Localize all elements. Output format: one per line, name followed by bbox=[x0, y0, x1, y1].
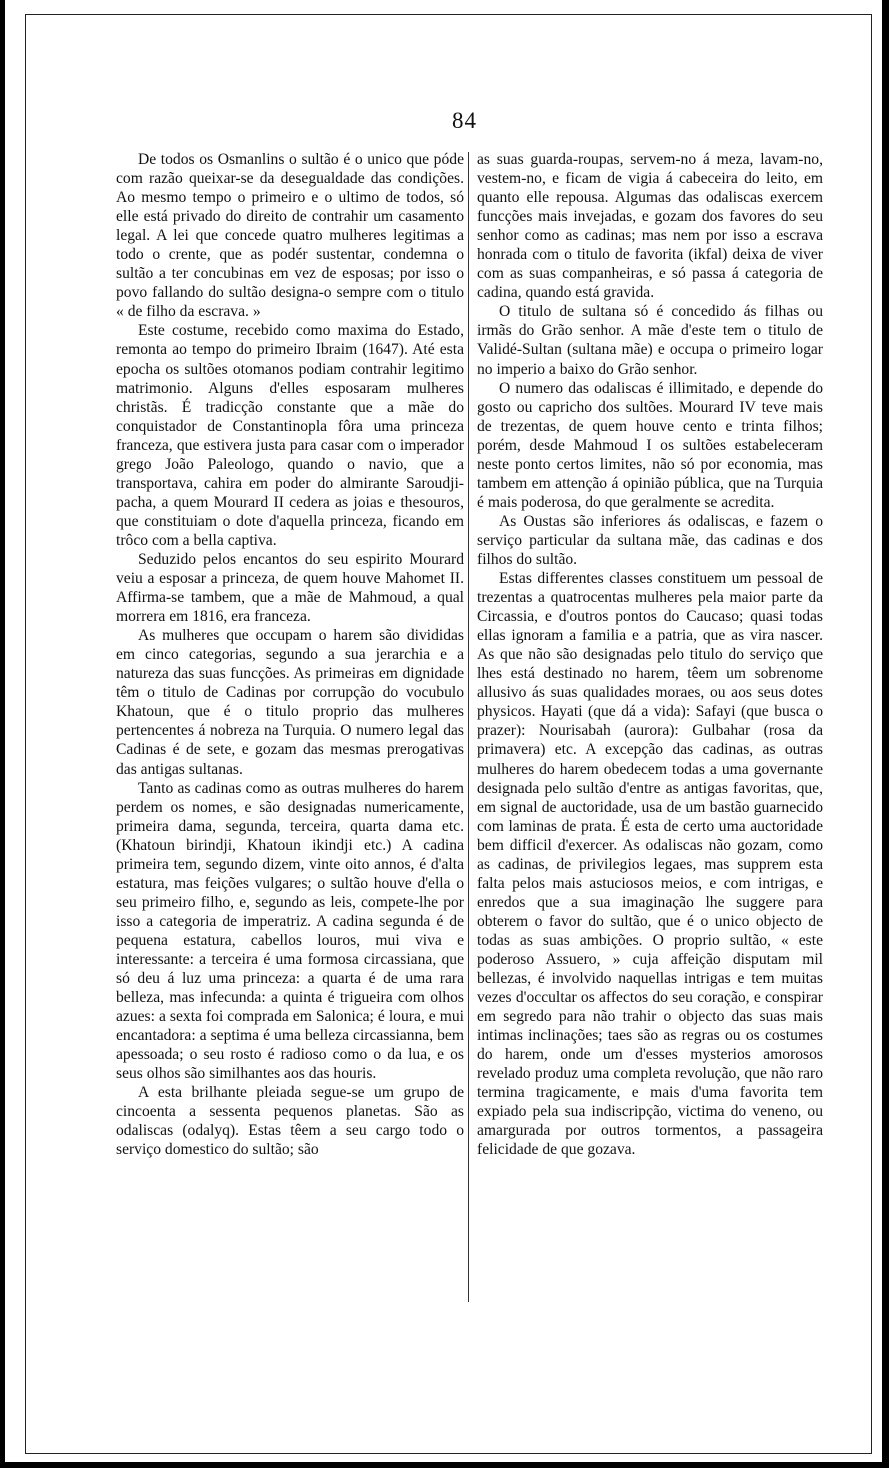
paragraph: Este costume, recebido como maxima do Estado, remonta ao tempo do primeiro Ibraim (1647). Até esta epocha os sultões otomanos podiam contrahir legitimo matrimonio. Alguns d'elles esposaram mulheres christãs. É tradicção constante que a mãe do conquistador de Constantinopla fôra uma princeza franceza, que estivera justa para casar com o imperador grego João Paleologo, quando o navio, que a transportava, cahira em poder do almirante Saroudji-pacha, a quem Mourard II cedera as joias e thesouros, que constituiam o dote d'aquella princeza, ficando em trôco com a bella captiva. bbox=[116, 322, 464, 549]
paragraph: De todos os Osmanlins o sultão é o unico que póde com razão queixar-se da desegualdade das condições. Ao mesmo tempo o primeiro e o ultimo de todos, só elle está privado do direito de contrahir um casamento legal. A lei que concede quatro mulheres legitimas a todo o crente, que as podér sustentar, condemna o sultão a ter concubinas em vez de esposas; por isso o povo fallando do sultão designa-o sempre com o titulo « de filho da escrava. » bbox=[116, 151, 464, 321]
paragraph: Seduzido pelos encantos do seu espirito Mourard veiu a esposar a princeza, de quem houve Mahomet II. Affirma-se tambem, que a mãe de Mahmoud, a qual morrera em 1816, era franceza. bbox=[116, 550, 464, 626]
paragraph: O titulo de sultana só é concedido ás filhas ou irmãs do Grão senhor. A mãe d'este tem o titulo de Validé-Sultan (sultana mãe) e occupa o primeiro logar no imperio a baixo do Grão senhor. bbox=[477, 303, 823, 378]
paragraph: O numero das odaliscas é illimitado, e depende do gosto ou capricho dos sultões. Mourard IV teve mais de trezentas, de quem houve cento e trinta filhos; porém, desde Mahmoud I os sultões estabeleceram neste ponto certos limites, não só por economia, mas tambem em attenção á opinião pública, que na Turquia é mais poderosa, do que geralmente se acredita. bbox=[477, 379, 823, 511]
page-sheet bbox=[5, 0, 882, 1462]
paragraph: A esta brilhante pleiada segue-se um grupo de cincoenta a sessenta pequenos planetas. São as odaliscas (odalyq). Estas têem a seu cargo todo o serviço domestico do sultão; são bbox=[116, 1084, 464, 1159]
paragraph: As mulheres que occupam o harem são divididas em cinco categorias, segundo a sua jerarchia e a natureza das suas funcções. As primeiras em dignidade têm o titulo de Cadinas por corrupção do vocubulo Khatoun, que é o titulo proprio das mulheres pertencentes á nobreza na Turquia. O numero legal das Cadinas é de sete, e gozam das mesmas prerogativas das antigas sultanas. bbox=[116, 627, 464, 778]
page-number: 84 bbox=[452, 108, 477, 133]
left-column bbox=[116, 150, 464, 1310]
paragraph: Estas differentes classes constituem um pessoal de trezentas a quatrocentas mulheres pela maior parte da Circassia, e d'outros pontos do Caucaso; quasi todas ellas ignoram a familia e a patria, que as vira nascer. As que não são designadas pelo titulo do serviço que lhes está destinado no harem, têem um sobrenome allusivo ás suas qualidades moraes, ou aos seus dotes physicos. Hayati (que dá a vida): Safayi (que busca o prazer): Nourisabah (aurora): Gulbahar (rosa da primavera) etc. A excepção das cadinas, as outras mulheres do harem obedecem todas a uma governante designada pelo sultão d'entre as antigas favoritas, que, em signal de auctoridade, usa de um bastão guarnecido com laminas de prata. É esta de certo uma auctoridade bem difficil d'exercer. As odaliscas não gozam, como as cadinas, de privilegios legaes, mas supprem esta falta pelos mais astuciosos meios, e com intrigas, e enredos que a sua imaginação lhe suggere para obterem o favor do sultão, que é o unico objecto de todas as suas ambições. O proprio sultão, « este poderoso Assuero, » cuja affeição disputam mil bellezas, é involvido naquellas intrigas e tem muitas vezes d'occultar os affectos do seu coração, e conspirar em segredo para não trahir o objecto das suas mais intimas inclinações; taes são as regras ou os costumes do harem, onde um d'esses mysterios amorosos revelado produz uma completa revolução, que não raro termina tragicamente, e mais d'uma favorita tem expiado pela sua indiscripção, victima do veneno, ou amargurada por outros tormentos, a passageira felicidade de que gozava. bbox=[477, 570, 823, 1159]
paragraph: Tanto as cadinas como as outras mulheres do harem perdem os nomes, e são designadas numericamente, primeira dama, segunda, terceira, quarta dama etc. (Khatoun birindji, Khatoun ikindji etc.) A cadina primeira tem, segundo dizem, vinte oito annos, é d'alta estatura, mas feições vulgares; o sultão houve d'ella o seu primeiro filho, e, segundo as leis, compete-lhe por isso a categoria de imperatriz. A cadina segunda é de pequena estatura, cabellos louros, mui viva e interessante: a terceira é uma formosa circassiana, que só deu á luz uma princeza: a quarta é de uma rara belleza, mas infecunda: a quinta é trigueira com olhos azues: a sexta foi comprada em Salonica; é loura, e mui encantadora: a septima é uma belleza circassianna, bem apessoada; o seu rosto é radioso como o da lua, e os seus olhos são similhantes aos das houris. bbox=[116, 779, 464, 1083]
column-divider bbox=[468, 152, 469, 1302]
right-column bbox=[477, 150, 823, 1310]
paragraph: as suas guarda-roupas, servem-no á meza, lavam-no, vestem-no, e ficam de vigia á cabeceira do leito, em quanto elle repousa. Algumas das odaliscas exercem funcções mais invejadas, e gozam dos favores do seu senhor como as cadinas; mas nem por isso a escrava honrada com o titulo de favorita (ikfal) deixa de viver com as suas companheiras, e só passa á categoria de cadina, quando está gravida. bbox=[477, 151, 823, 302]
paragraph: As Oustas são inferiores ás odaliscas, e fazem o serviço particular da sultana mãe, das cadinas e dos filhos do sultão. bbox=[477, 512, 823, 568]
